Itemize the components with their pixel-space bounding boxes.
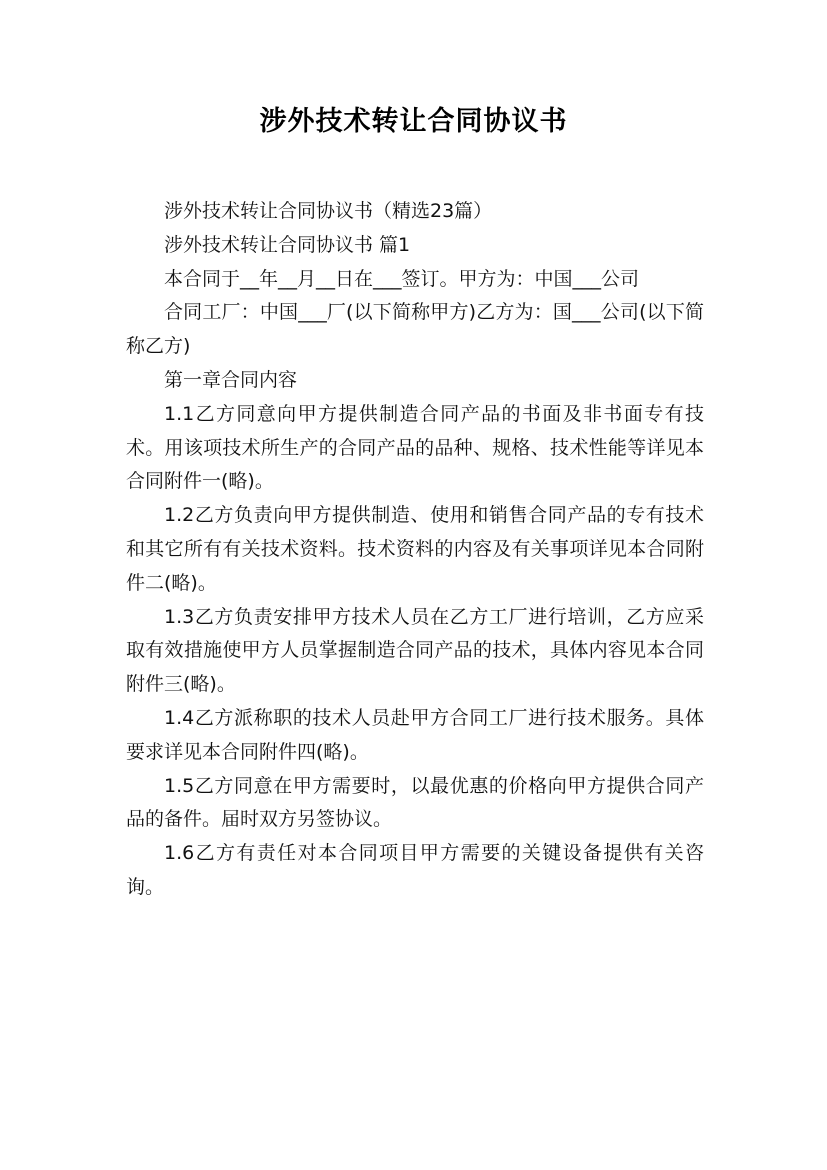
paragraph-clause-1-1: 1.1乙方同意向甲方提供制造合同产品的书面及非书面专有技术。用该项技术所生产的合同产品的品种、规格、技术性能等详见本合同附件一(略)。	[126, 402, 704, 493]
paragraph-clause-1-5: 1.5乙方同意在甲方需要时，以最优惠的价格向甲方提供合同产品的备件。届时双方另签协议。	[126, 774, 704, 831]
paragraph-clause-1-2: 1.2乙方负责向甲方提供制造、使用和销售合同产品的专有技术和其它所有有关技术资料。技术资料的内容及有关事项详见本合同附件二(略)。	[126, 504, 704, 594]
paragraph-clause-1-3: 1.3乙方负责安排甲方技术人员在乙方工厂进行培训，乙方应采取有效措施使甲方人员掌握制造合同产品的技术，具体内容见本合同附件三(略)。	[126, 605, 704, 696]
paragraph-subtitle: 涉外技术转让合同协议书（精选23篇）	[164, 200, 493, 222]
paragraph-parties: 合同工厂：中国___厂(以下简称甲方)乙方为：国___公司(以下简称乙方)	[126, 301, 704, 358]
paragraph-clause-1-4: 1.4乙方派称职的技术人员赴甲方合同工厂进行技术服务。具体要求详见本合同附件四(略)。	[126, 706, 704, 763]
paragraph-section-heading: 涉外技术转让合同协议书 篇1	[164, 233, 411, 256]
paragraph-signing-info: 本合同于__年__月__日在___签订。甲方为：中国___公司	[164, 267, 640, 290]
document-body	[126, 195, 704, 905]
paragraph-clause-1-6: 1.6乙方有责任对本合同项目甲方需要的关键设备提供有关咨询。	[126, 842, 704, 898]
paragraph-chapter-heading: 第一章合同内容	[164, 368, 298, 391]
document-title: 涉外技术转让合同协议书	[259, 106, 568, 137]
